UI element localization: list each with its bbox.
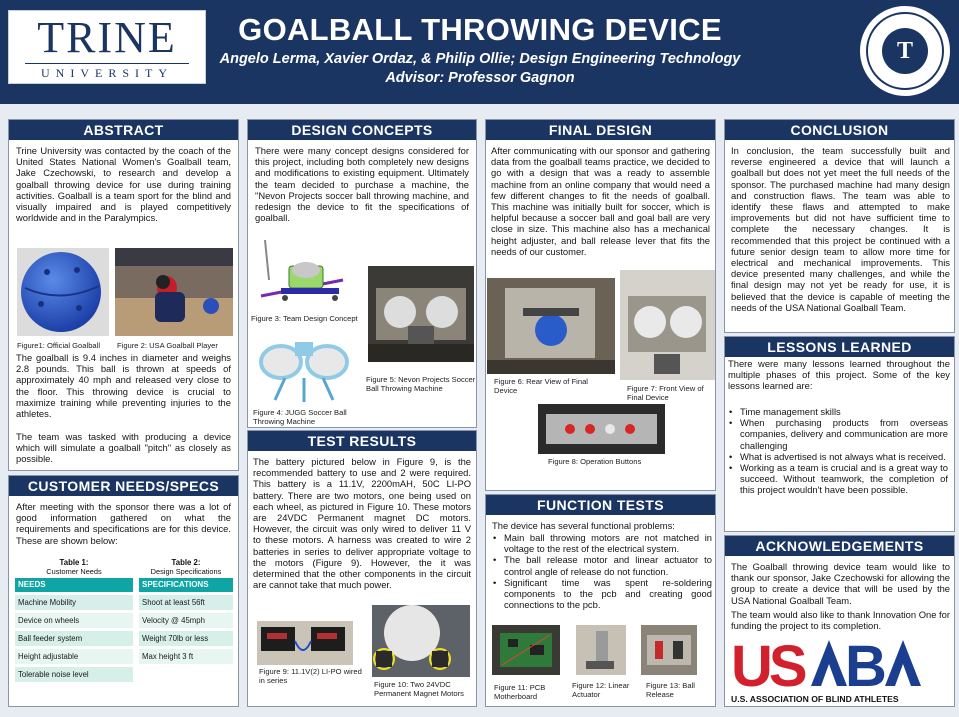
figure-2-caption: Figure 2: USA Goalball Player: [117, 341, 218, 350]
design-concepts-heading: DESIGN CONCEPTS: [248, 120, 476, 140]
abstract-paragraph-1: Trine University was contacted by the coach of the United States National Women's Goalball team, Jake Czechowski, to research and develop a goalball throwing device for use during training activities. Goalball is a team sport for the blind and visually impaired and is played competitively worldwide and in the Paralympics.: [16, 145, 231, 224]
figure-11-pcb-photo: [492, 625, 560, 675]
usaba-logo: [729, 636, 951, 706]
poster-title: GOALBALL THROWING DEVICE: [238, 12, 722, 47]
acknowledgements-panel: [724, 535, 955, 707]
figure-6-rear-view-photo: [487, 278, 615, 374]
acknowledgements-paragraph-1: The Goalball throwing device team would like to thank our sponsor, Jake Czechowski for allowing the group to create a device that will be used by the USA National Goalball Team.: [731, 561, 950, 606]
university-seal: [858, 4, 952, 98]
figure-12-linear-actuator-photo: [576, 625, 626, 675]
function-tests-panel: [485, 494, 716, 707]
figure-5-nevon-machine-photo: [368, 266, 474, 362]
poster-authors: Angelo Lerma, Xavier Ordaz, & Philip Ollie; Design Engineering Technology: [219, 51, 741, 67]
figure-13-caption: Figure 13: Ball Release: [646, 681, 695, 699]
lessons-learned-item: • Time management skills: [728, 406, 948, 417]
figure-7-front-view-photo: [620, 270, 715, 380]
design-concepts-panel: [247, 119, 477, 428]
figure-8-caption: Figure 8: Operation Buttons: [548, 457, 642, 466]
figure-8-operation-buttons-photo: [538, 404, 665, 454]
lessons-learned-panel: [724, 336, 955, 532]
customer-needs-panel: [8, 475, 239, 707]
figure-1-goalball-photo: [17, 248, 109, 336]
function-tests-item: • Significant time was spent re-soldering components to the pcb and creating good connections to the pcb.: [492, 577, 712, 611]
table-1-row: Tolerable noise level: [15, 667, 133, 682]
lessons-learned-item: • What is advertised is not always what is received.: [728, 451, 948, 462]
figure-3-caption: Figure 3: Team Design Concept: [251, 314, 358, 323]
table-2-row: Shoot at least 56ft: [139, 595, 233, 610]
table-1-subtitle: Customer Needs: [46, 567, 102, 576]
table-2-header: SPECIFICATIONS: [139, 578, 233, 592]
figure-10-motors-photo: [372, 605, 470, 677]
customer-needs-heading: CUSTOMER NEEDS/SPECS: [9, 476, 238, 496]
table-1-title: Table 1:: [59, 558, 89, 567]
figure-7-caption: Figure 7: Front View of Final Device: [627, 384, 704, 402]
figure-2-goalball-player-photo: [115, 248, 233, 336]
figure-1-caption: Figure1: Official Goalball: [17, 341, 101, 350]
logo-rule: [25, 63, 189, 64]
function-tests-intro: The device has several functional problems:: [492, 520, 675, 531]
table-2-row: Max height 3 ft: [139, 649, 233, 664]
logo-word: TRINE: [37, 13, 177, 62]
figure-6-caption: Figure 6: Rear View of Final Device: [494, 377, 588, 395]
table-2-subtitle: Design Specifications: [150, 567, 222, 576]
usaba-caption: U.S. ASSOCIATION OF BLIND ATHLETES: [731, 694, 899, 704]
table-1-header: NEEDS: [15, 578, 133, 592]
conclusion-heading: CONCLUSION: [725, 120, 954, 140]
lessons-learned-item: • When purchasing products from overseas companies, delivery and communication are more challenging: [728, 417, 948, 451]
figure-10-caption: Figure 10: Two 24VDC Permanent Magnet Motors: [374, 680, 464, 698]
logo-sub: UNIVERSITY: [41, 66, 173, 80]
final-design-heading: FINAL DESIGN: [486, 120, 715, 140]
table-2-row: Weight 70lb or less: [139, 631, 233, 646]
table-2-row: Velocity @ 45mph: [139, 613, 233, 628]
figure-4-caption: Figure 4: JUGG Soccer Ball Throwing Machine: [253, 408, 347, 426]
lessons-learned-item: • Working as a team is crucial and is a great way to succeed. Without teamwork, the completion of this project wouldn't have been possible.: [728, 462, 948, 496]
figure-9-caption: Figure 9: 11.1V(2) LI-PO wired in series: [259, 667, 362, 685]
customer-needs-intro: After meeting with the sponsor there was a lot of good information gathered on what the requirements and specifications are for this device. These are shown below:: [16, 501, 231, 546]
function-tests-item: • The ball release motor and linear actuator to control angle of release do not function.: [492, 554, 712, 576]
figure-11-caption: Figure 11: PCB Motherboard: [494, 683, 546, 701]
final-design-paragraph: After communicating with our sponsor and gathering data from the goalball teams practice, we decided to go with a design that was a ready to assemble machine from an online company that would need a few different changes to fit the needs of goalball. This machine was initially built for soccer, which is helpful because a soccer ball and goal ball are very close in size. This machine also has a mechanical height adjuster, and ball release lever that fits the needs of our customer.: [491, 145, 710, 257]
conclusion-paragraph: In conclusion, the team successfully built and reverse engineered a device that will launch a goalball but does not yet meet the full needs of the sponsor. The purchased machine had many design and construction flaws. The team was able to identify these flaws and attempted to make improvements but did not have sufficient time to complete the necessary changes. It is recommended that this project be continued with a future senior design team to allow more time for electrical and mechanical improvements. This device presented many challenges, and while the final design may not yet be ready for use, it is believed that the device is capable of meeting the needs of the USA National Goalball Team.: [731, 145, 950, 313]
abstract-panel: [8, 119, 239, 471]
svg-text:B: B: [845, 636, 883, 699]
function-tests-heading: FUNCTION TESTS: [486, 495, 715, 515]
abstract-heading: ABSTRACT: [9, 120, 238, 140]
usaba-logo-mark: [729, 636, 951, 706]
lessons-learned-list: [728, 406, 948, 496]
conclusion-panel: [724, 119, 955, 333]
final-design-panel: [485, 119, 716, 491]
abstract-paragraph-3: The team was tasked with producing a device which will simulate a goalball "pitch" as closely as possible.: [16, 431, 231, 465]
poster-header: [0, 0, 959, 104]
test-results-paragraph: The battery pictured below in Figure 9, is the recommended battery to use and 2 were required. This battery is a 11.1V, 2200mAH, 50C LI-PO battery. There are two motors, one being used on each wheel, as pictured in Figure 10. These motors are 24VDC Permanent magnet DC motors. However, the circuit was only wired to deliver 11 V to these motors. A harness was created to wire 2 batteries in series to deliver appropriate voltage to the motors (Figure 9). However, the it was determined that the other components in the circuit are cannot take that much power.: [253, 456, 471, 591]
seal-letter: T: [882, 28, 928, 74]
table-2-title: Table 2:: [171, 558, 201, 567]
lessons-learned-heading: LESSONS LEARNED: [725, 337, 954, 357]
abstract-paragraph-2: The goalball is 9.4 inches in diameter and weighs 2.8 pounds. This ball is thrown at speeds of approximately 40 mph and released very close to the floor. This throwing device is crucial to maximize training while preventing injuries to the athletes.: [16, 352, 231, 420]
figure-4-jugg-machine-render: [255, 330, 353, 406]
figure-5-caption: Figure 5: Nevon Projects Soccer Ball Throwing Machine: [366, 375, 476, 393]
poster-advisor: Advisor: Professor Gagnon: [385, 70, 575, 86]
test-results-panel: [247, 430, 477, 707]
design-concepts-paragraph: There were many concept designs considered for this project, including both completely new designs and modifications to existing equipment. Ultimately the team decided to purchase a machine, the "Nevon Projects soccer ball throwing machine, and redesign the device to fit the specifications of goalball.: [255, 145, 469, 224]
figure-12-caption: Figure 12: Linear Actuator: [572, 681, 630, 699]
function-tests-item: • Main ball throwing motors are not matched in voltage to the rest of the electrical system.: [492, 532, 712, 554]
test-results-heading: TEST RESULTS: [248, 431, 476, 451]
figure-13-ball-release-photo: [641, 625, 697, 675]
svg-text:US: US: [731, 636, 804, 699]
lessons-learned-intro: There were many lessons learned throughout the multiple phases of this project. Some of the key lessons learned are:: [728, 358, 950, 392]
function-tests-list: [492, 532, 712, 610]
acknowledgements-heading: ACKNOWLEDGEMENTS: [725, 536, 954, 556]
figure-9-battery-photo: [257, 621, 353, 665]
trine-university-logo: [8, 10, 206, 84]
table-1-row: Machine Mobility: [15, 595, 133, 610]
table-1-row: Ball feeder system: [15, 631, 133, 646]
table-1-row: Height adjustable: [15, 649, 133, 664]
table-1-row: Device on wheels: [15, 613, 133, 628]
acknowledgements-paragraph-2: The team would also like to thank Innovation One for funding the project to its completion.: [731, 609, 950, 632]
figure-3-team-design-concept: [251, 236, 363, 312]
